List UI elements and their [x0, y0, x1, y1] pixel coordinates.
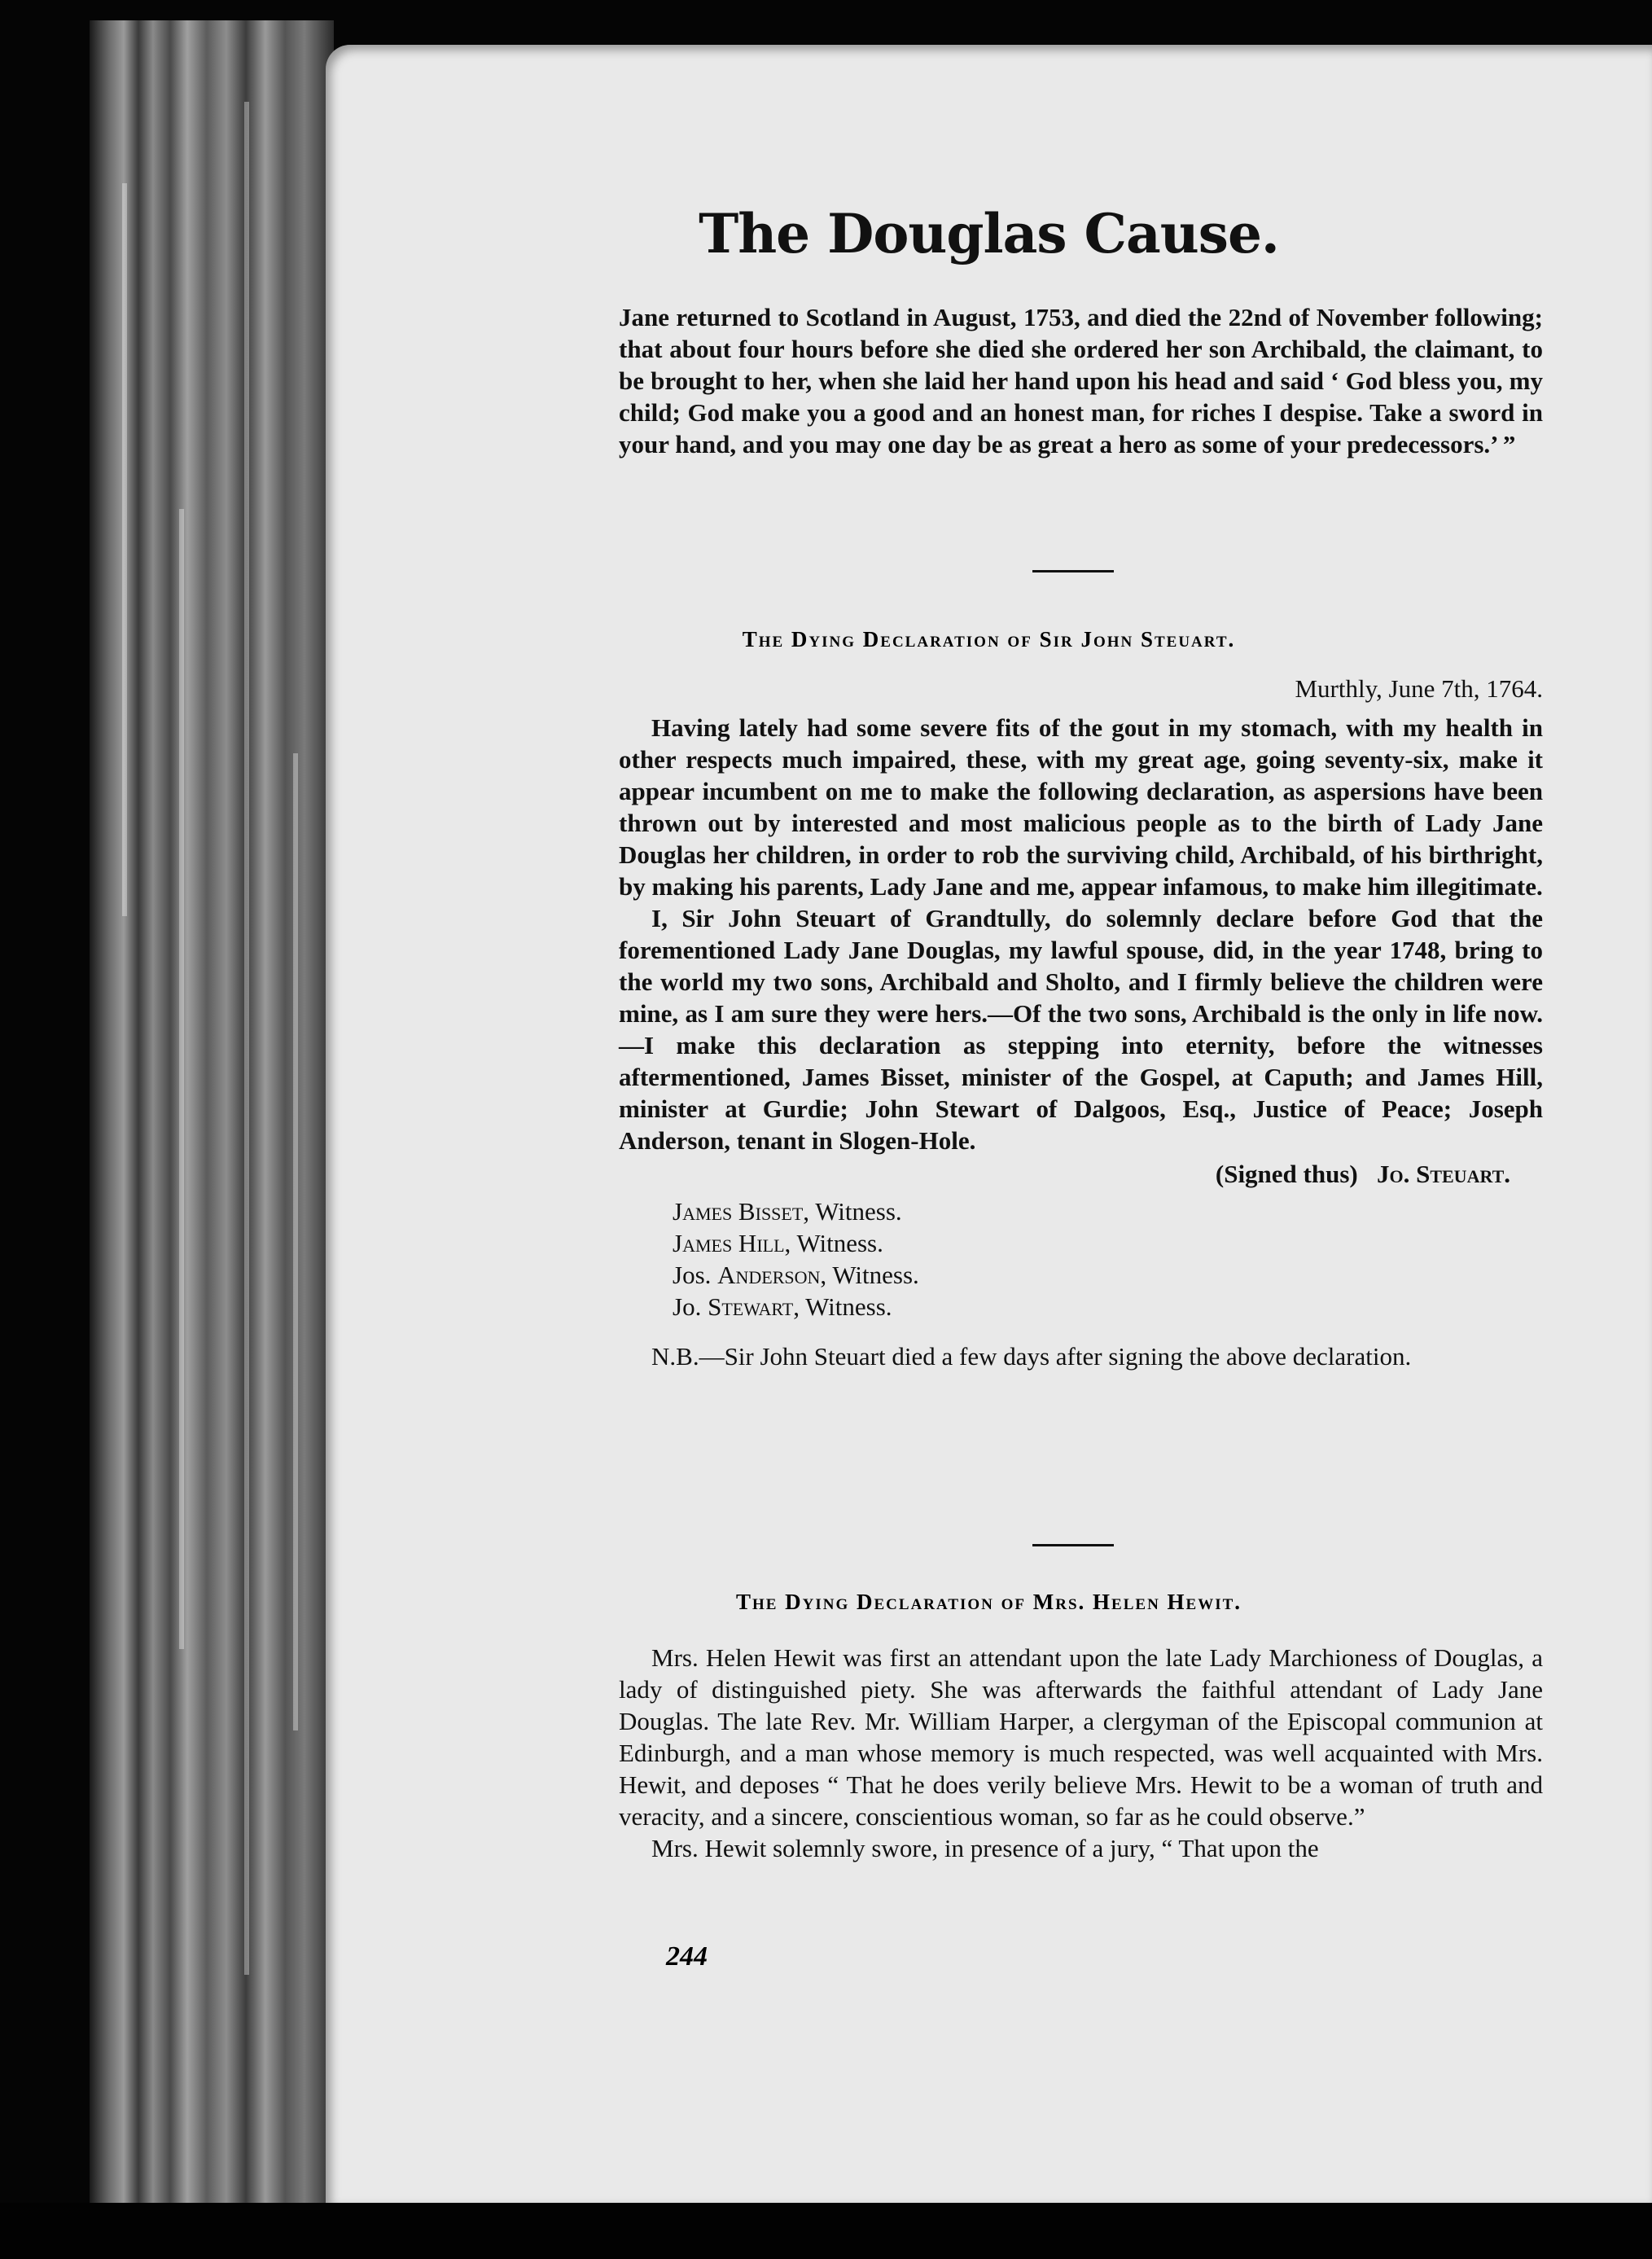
- witness-name: Anderson,: [717, 1261, 827, 1289]
- witness-role: Witness.: [815, 1197, 902, 1226]
- witness-line: [619, 1291, 1543, 1323]
- witness-line: [619, 1227, 1543, 1259]
- witness-role: Witness.: [796, 1229, 883, 1257]
- witness-prefix: Jo.: [673, 1292, 702, 1321]
- edge-streak: [179, 509, 184, 1649]
- section-heading-steuart: The Dying Declaration of Sir John Steuart.: [742, 627, 1236, 651]
- witness-name: James Bisset,: [673, 1197, 810, 1226]
- page-number: 244: [666, 1941, 708, 1972]
- edge-streak: [293, 753, 298, 1730]
- witness-line: [619, 1259, 1543, 1291]
- witness-role: Witness.: [805, 1292, 892, 1321]
- scan-bottom-border: [0, 2203, 1652, 2259]
- witness-name: Stewart,: [708, 1292, 800, 1321]
- section-heading-hewit: The Dying Declaration of Mrs. Helen Hewit.: [735, 1590, 1242, 1614]
- book-page-edges: [90, 20, 334, 2211]
- witness-name: James Hill,: [673, 1229, 791, 1257]
- section-divider: [1032, 1544, 1114, 1546]
- opening-block: [619, 301, 1543, 460]
- declaration-paragraph: Having lately had some severe fits of the gout in my stomach, with my health in other respects much impaired, these, with my great age, going seventy-six, make it appear incumbent on me to make the following declaration, as aspersions have been thrown out by interested and most malicious people as to the birth of Lady Jane Douglas her children, in order to rob the surviving child, Archibald, of his birthright, by making his parents, Lady Jane and me, appear infamous, to make him illegitimate.: [619, 713, 1543, 901]
- signed-name: Jo. Steuart.: [1376, 1160, 1510, 1188]
- hewit-paragraph: Mrs. Hewit solemnly swore, in presence of a jury, “ That upon the: [651, 1834, 1319, 1862]
- dateline: Murthly, June 7th, 1764.: [1295, 674, 1543, 703]
- section-divider: [1032, 570, 1114, 572]
- witness-prefix: Jos.: [673, 1261, 712, 1289]
- signature-line: [619, 1160, 1543, 1189]
- hewit-paragraph: Mrs. Helen Hewit was first an attendant upon the late Lady Marchioness of Douglas, a lady of distinguished piety. She was afterwards the faithful attendant of Lady Jane Douglas. The late Rev. Mr. William Harper, a clergyman of the Episcopal communion at Edinburgh, and a man whose memory is much respected, was well acquainted with Mrs. Hewit, and deposes “ That he does verily believe Mrs. Hewit to be a woman of truth and veracity, and a sincere, conscientious woman, so far as he could observe.”: [619, 1643, 1543, 1831]
- note-paragraph: N.B.—Sir John Steuart died a few days after signing the above declaration.: [651, 1342, 1412, 1371]
- hewit-declaration: [619, 1642, 1543, 1864]
- opening-paragraph: Jane returned to Scotland in August, 1753, and died the 22nd of November following; that about four hours before she died she ordered her son Archibald, the claimant, to be brought to her, when she laid her hand upon his head and said ‘ God bless you, my child; God make you a good and an honest man, for riches I despise. Take a sword in your hand, and you may one day be as great a hero as some of your predecessors.’ ”: [619, 303, 1543, 458]
- steuart-declaration: [619, 674, 1543, 1372]
- edge-streak: [244, 102, 249, 1975]
- signed-prefix: (Signed thus): [1215, 1160, 1358, 1188]
- declaration-paragraph: I, Sir John Steuart of Grandtully, do solemnly declare before God that the forementioned Lady Jane Douglas, my lawful spouse, did, in the year 1748, bring to the world my two sons, Archibald and Sholto, and I firmly believe the children were mine, as I am sure they were hers.—Of the two sons, Archibald is the only in life now.—I make this declaration as stepping into eternity, before the witnesses aftermentioned, James Bisset, minister of the Gospel, at Caputh; and James Hill, minister at Gurdie; John Stewart of Dalgoos, Esq., Justice of Peace; Joseph Anderson, tenant in Slogen-Hole.: [619, 904, 1543, 1155]
- page-title: The Douglas Cause.: [699, 202, 1279, 265]
- edge-streak: [122, 183, 127, 916]
- witness-role: Witness.: [832, 1261, 919, 1289]
- witness-line: [619, 1195, 1543, 1227]
